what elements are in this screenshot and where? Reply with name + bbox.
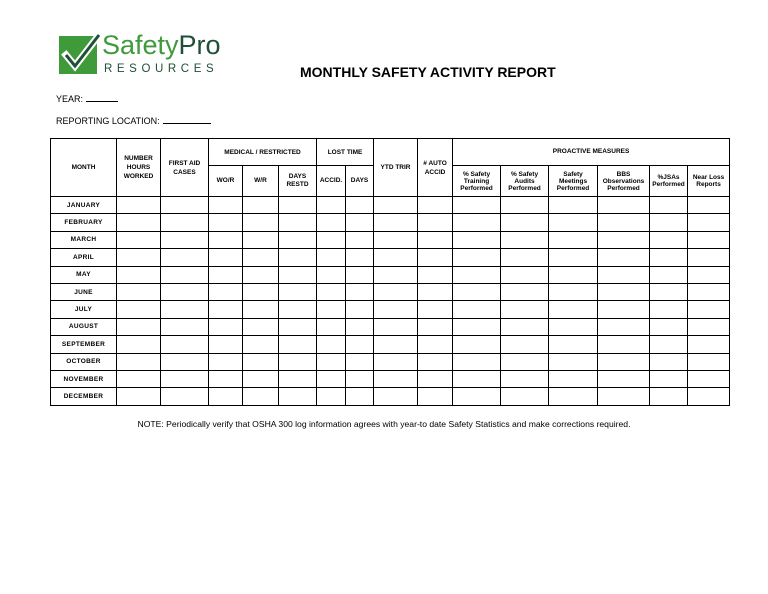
entry-cell[interactable] <box>688 353 730 370</box>
entry-cell[interactable] <box>598 336 650 353</box>
entry-cell[interactable] <box>418 197 453 214</box>
entry-cell[interactable] <box>418 266 453 283</box>
entry-cell[interactable] <box>209 249 243 266</box>
table-row <box>51 249 730 266</box>
entry-cell[interactable] <box>453 231 501 248</box>
entry-cell[interactable] <box>346 318 374 335</box>
entry-cell[interactable] <box>161 353 209 370</box>
entry-cell[interactable] <box>418 231 453 248</box>
entry-cell[interactable] <box>279 336 317 353</box>
logo-subtitle: RESOURCES <box>104 63 219 75</box>
table-row <box>51 318 730 335</box>
entry-cell[interactable] <box>209 283 243 300</box>
entry-cell[interactable] <box>117 249 161 266</box>
entry-cell[interactable] <box>688 214 730 231</box>
entry-cell[interactable] <box>453 318 501 335</box>
entry-cell[interactable] <box>650 336 688 353</box>
entry-cell[interactable] <box>688 283 730 300</box>
entry-cell[interactable] <box>650 197 688 214</box>
entry-cell[interactable] <box>598 197 650 214</box>
entry-cell[interactable] <box>501 388 549 405</box>
entry-cell[interactable] <box>650 353 688 370</box>
table-row <box>51 197 730 214</box>
header-w-r: W/R <box>243 166 279 197</box>
entry-cell[interactable] <box>317 249 346 266</box>
entry-cell[interactable] <box>209 266 243 283</box>
entry-cell[interactable] <box>317 336 346 353</box>
entry-cell[interactable] <box>117 370 161 387</box>
header-days: DAYS <box>346 166 374 197</box>
entry-cell[interactable] <box>117 301 161 318</box>
entry-cell[interactable] <box>346 301 374 318</box>
entry-cell[interactable] <box>317 266 346 283</box>
logo-word-pro: Pro <box>178 30 221 60</box>
month-label: JUNE <box>51 283 117 300</box>
entry-cell[interactable] <box>374 301 418 318</box>
entry-cell[interactable] <box>501 231 549 248</box>
entry-cell[interactable] <box>374 283 418 300</box>
entry-cell[interactable] <box>317 197 346 214</box>
entry-cell[interactable] <box>346 197 374 214</box>
entry-cell[interactable] <box>346 266 374 283</box>
entry-cell[interactable] <box>688 197 730 214</box>
entry-cell[interactable] <box>453 301 501 318</box>
entry-cell[interactable] <box>598 318 650 335</box>
entry-cell[interactable] <box>650 214 688 231</box>
entry-cell[interactable] <box>650 370 688 387</box>
entry-cell[interactable] <box>209 370 243 387</box>
entry-cell[interactable] <box>688 318 730 335</box>
year-label: YEAR: <box>56 94 84 104</box>
table-row <box>51 388 730 405</box>
entry-cell[interactable] <box>688 336 730 353</box>
entry-cell[interactable] <box>243 231 279 248</box>
entry-cell[interactable] <box>209 301 243 318</box>
entry-cell[interactable] <box>243 249 279 266</box>
entry-cell[interactable] <box>598 388 650 405</box>
header-month: MONTH <box>51 139 117 197</box>
entry-cell[interactable] <box>501 266 549 283</box>
entry-cell[interactable] <box>346 370 374 387</box>
entry-cell[interactable] <box>374 197 418 214</box>
entry-cell[interactable] <box>279 197 317 214</box>
entry-cell[interactable] <box>117 231 161 248</box>
entry-cell[interactable] <box>243 353 279 370</box>
header-wo-r: WO/R <box>209 166 243 197</box>
month-label: APRIL <box>51 249 117 266</box>
entry-cell[interactable] <box>501 370 549 387</box>
location-field[interactable] <box>163 115 211 124</box>
entry-cell[interactable] <box>650 301 688 318</box>
table-row <box>51 370 730 387</box>
entry-cell[interactable] <box>418 249 453 266</box>
entry-cell[interactable] <box>317 388 346 405</box>
entry-cell[interactable] <box>317 283 346 300</box>
table-row <box>51 266 730 283</box>
year-row <box>56 93 118 104</box>
header-safety-audits: % Safety Audits Performed <box>501 166 549 197</box>
entry-cell[interactable] <box>501 197 549 214</box>
entry-cell[interactable] <box>161 249 209 266</box>
entry-cell[interactable] <box>279 231 317 248</box>
entry-cell[interactable] <box>374 249 418 266</box>
table-row <box>51 231 730 248</box>
month-label: OCTOBER <box>51 353 117 370</box>
entry-cell[interactable] <box>453 214 501 231</box>
entry-cell[interactable] <box>453 197 501 214</box>
entry-cell[interactable] <box>688 370 730 387</box>
entry-cell[interactable] <box>598 266 650 283</box>
entry-cell[interactable] <box>418 336 453 353</box>
table-row <box>51 336 730 353</box>
entry-cell[interactable] <box>418 353 453 370</box>
company-logo <box>58 30 228 80</box>
entry-cell[interactable] <box>418 370 453 387</box>
entry-cell[interactable] <box>346 283 374 300</box>
entry-cell[interactable] <box>317 370 346 387</box>
entry-cell[interactable] <box>688 266 730 283</box>
header-safety-meetings: Safety Meetings Performed <box>549 166 598 197</box>
header-ytd-trir: YTD TRIR <box>374 139 418 197</box>
entry-cell[interactable] <box>501 283 549 300</box>
entry-cell[interactable] <box>243 197 279 214</box>
entry-cell[interactable] <box>549 370 598 387</box>
logo-wordmark <box>102 30 221 60</box>
entry-cell[interactable] <box>161 214 209 231</box>
month-label: AUGUST <box>51 318 117 335</box>
entry-cell[interactable] <box>346 214 374 231</box>
entry-cell[interactable] <box>650 249 688 266</box>
header-lost-time: LOST TIME <box>317 139 374 166</box>
header-accid: ACCID. <box>317 166 346 197</box>
activity-table <box>50 138 730 406</box>
entry-cell[interactable] <box>374 318 418 335</box>
footer-note: NOTE: Periodically verify that OSHA 300 log information agrees with year-to date Safety Statistics and make corrections required. <box>137 419 631 429</box>
entry-cell[interactable] <box>374 353 418 370</box>
entry-cell[interactable] <box>549 231 598 248</box>
entry-cell[interactable] <box>549 266 598 283</box>
checkmark-logo-icon <box>58 34 102 76</box>
entry-cell[interactable] <box>374 266 418 283</box>
entry-cell[interactable] <box>650 231 688 248</box>
entry-cell[interactable] <box>117 266 161 283</box>
entry-cell[interactable] <box>161 388 209 405</box>
entry-cell[interactable] <box>279 301 317 318</box>
entry-cell[interactable] <box>501 214 549 231</box>
entry-cell[interactable] <box>374 388 418 405</box>
entry-cell[interactable] <box>161 336 209 353</box>
entry-cell[interactable] <box>453 249 501 266</box>
header-safety-training: % Safety Training Performed <box>453 166 501 197</box>
entry-cell[interactable] <box>418 283 453 300</box>
entry-cell[interactable] <box>549 301 598 318</box>
entry-cell[interactable] <box>317 214 346 231</box>
entry-cell[interactable] <box>279 318 317 335</box>
month-label: DECEMBER <box>51 388 117 405</box>
entry-cell[interactable] <box>161 266 209 283</box>
entry-cell[interactable] <box>453 388 501 405</box>
month-label: NOVEMBER <box>51 370 117 387</box>
month-label: SEPTEMBER <box>51 336 117 353</box>
entry-cell[interactable] <box>418 214 453 231</box>
entry-cell[interactable] <box>453 266 501 283</box>
entry-cell[interactable] <box>209 231 243 248</box>
header-bbs-observations: BBS Observations Performed <box>598 166 650 197</box>
entry-cell[interactable] <box>418 301 453 318</box>
entry-cell[interactable] <box>598 214 650 231</box>
entry-cell[interactable] <box>279 283 317 300</box>
entry-cell[interactable] <box>161 197 209 214</box>
entry-cell[interactable] <box>243 388 279 405</box>
entry-cell[interactable] <box>650 283 688 300</box>
entry-cell[interactable] <box>549 214 598 231</box>
entry-cell[interactable] <box>650 266 688 283</box>
entry-cell[interactable] <box>346 231 374 248</box>
entry-cell[interactable] <box>209 318 243 335</box>
entry-cell[interactable] <box>243 266 279 283</box>
entry-cell[interactable] <box>501 249 549 266</box>
header-hours-worked: NUMBER HOURS WORKED <box>117 139 161 197</box>
entry-cell[interactable] <box>374 214 418 231</box>
entry-cell[interactable] <box>243 336 279 353</box>
entry-cell[interactable] <box>688 388 730 405</box>
entry-cell[interactable] <box>317 353 346 370</box>
entry-cell[interactable] <box>501 318 549 335</box>
header-near-loss: Near Loss Reports <box>688 166 730 197</box>
entry-cell[interactable] <box>117 197 161 214</box>
entry-cell[interactable] <box>346 388 374 405</box>
entry-cell[interactable] <box>346 353 374 370</box>
header-jsas: %JSAs Performed <box>650 166 688 197</box>
entry-cell[interactable] <box>346 249 374 266</box>
entry-cell[interactable] <box>161 231 209 248</box>
table-row <box>51 353 730 370</box>
entry-cell[interactable] <box>117 336 161 353</box>
entry-cell[interactable] <box>418 388 453 405</box>
logo-word-safety: Safety <box>102 30 179 60</box>
entry-cell[interactable] <box>549 283 598 300</box>
entry-cell[interactable] <box>161 283 209 300</box>
entry-cell[interactable] <box>598 353 650 370</box>
entry-cell[interactable] <box>243 318 279 335</box>
entry-cell[interactable] <box>374 370 418 387</box>
month-label: MAY <box>51 266 117 283</box>
entry-cell[interactable] <box>279 249 317 266</box>
entry-cell[interactable] <box>549 318 598 335</box>
entry-cell[interactable] <box>279 214 317 231</box>
entry-cell[interactable] <box>209 197 243 214</box>
entry-cell[interactable] <box>549 388 598 405</box>
report-title: MONTHLY SAFETY ACTIVITY REPORT <box>300 64 556 80</box>
entry-cell[interactable] <box>453 283 501 300</box>
table-row <box>51 283 730 300</box>
header-days-restd: DAYS RESTD <box>279 166 317 197</box>
month-label: FEBRUARY <box>51 214 117 231</box>
entry-cell[interactable] <box>117 283 161 300</box>
entry-cell[interactable] <box>374 231 418 248</box>
entry-cell[interactable] <box>501 353 549 370</box>
month-label: JULY <box>51 301 117 318</box>
entry-cell[interactable] <box>317 318 346 335</box>
entry-cell[interactable] <box>243 301 279 318</box>
entry-cell[interactable] <box>209 388 243 405</box>
month-label: JANUARY <box>51 197 117 214</box>
entry-cell[interactable] <box>501 336 549 353</box>
table-row <box>51 214 730 231</box>
entry-cell[interactable] <box>279 266 317 283</box>
entry-cell[interactable] <box>453 370 501 387</box>
entry-cell[interactable] <box>317 231 346 248</box>
entry-cell[interactable] <box>243 214 279 231</box>
location-row <box>56 115 211 126</box>
table-row <box>51 301 730 318</box>
entry-cell[interactable] <box>317 301 346 318</box>
entry-cell[interactable] <box>117 318 161 335</box>
entry-cell[interactable] <box>209 214 243 231</box>
entry-cell[interactable] <box>374 336 418 353</box>
header-proactive-measures: PROACTIVE MEASURES <box>453 139 730 166</box>
entry-cell[interactable] <box>650 318 688 335</box>
entry-cell[interactable] <box>549 336 598 353</box>
entry-cell[interactable] <box>117 388 161 405</box>
entry-cell[interactable] <box>598 249 650 266</box>
entry-cell[interactable] <box>161 301 209 318</box>
header-first-aid: FIRST AID CASES <box>161 139 209 197</box>
entry-cell[interactable] <box>161 318 209 335</box>
entry-cell[interactable] <box>418 318 453 335</box>
entry-cell[interactable] <box>453 353 501 370</box>
year-field[interactable] <box>86 93 118 102</box>
entry-cell[interactable] <box>243 370 279 387</box>
entry-cell[interactable] <box>598 370 650 387</box>
entry-cell[interactable] <box>279 353 317 370</box>
entry-cell[interactable] <box>453 336 501 353</box>
entry-cell[interactable] <box>598 283 650 300</box>
entry-cell[interactable] <box>117 214 161 231</box>
entry-cell[interactable] <box>598 301 650 318</box>
entry-cell[interactable] <box>243 283 279 300</box>
entry-cell[interactable] <box>549 353 598 370</box>
entry-cell[interactable] <box>650 388 688 405</box>
entry-cell[interactable] <box>688 301 730 318</box>
location-label: REPORTING LOCATION: <box>56 116 160 126</box>
header-medical-restricted: MEDICAL / RESTRICTED <box>209 139 317 166</box>
entry-cell[interactable] <box>598 231 650 248</box>
entry-cell[interactable] <box>501 301 549 318</box>
entry-cell[interactable] <box>346 336 374 353</box>
entry-cell[interactable] <box>209 353 243 370</box>
entry-cell[interactable] <box>209 336 243 353</box>
entry-cell[interactable] <box>688 231 730 248</box>
month-label: MARCH <box>51 231 117 248</box>
entry-cell[interactable] <box>549 249 598 266</box>
entry-cell[interactable] <box>161 370 209 387</box>
entry-cell[interactable] <box>688 249 730 266</box>
entry-cell[interactable] <box>549 197 598 214</box>
entry-cell[interactable] <box>117 353 161 370</box>
entry-cell[interactable] <box>279 388 317 405</box>
header-auto-accid: # AUTO ACCID <box>418 139 453 197</box>
entry-cell[interactable] <box>279 370 317 387</box>
